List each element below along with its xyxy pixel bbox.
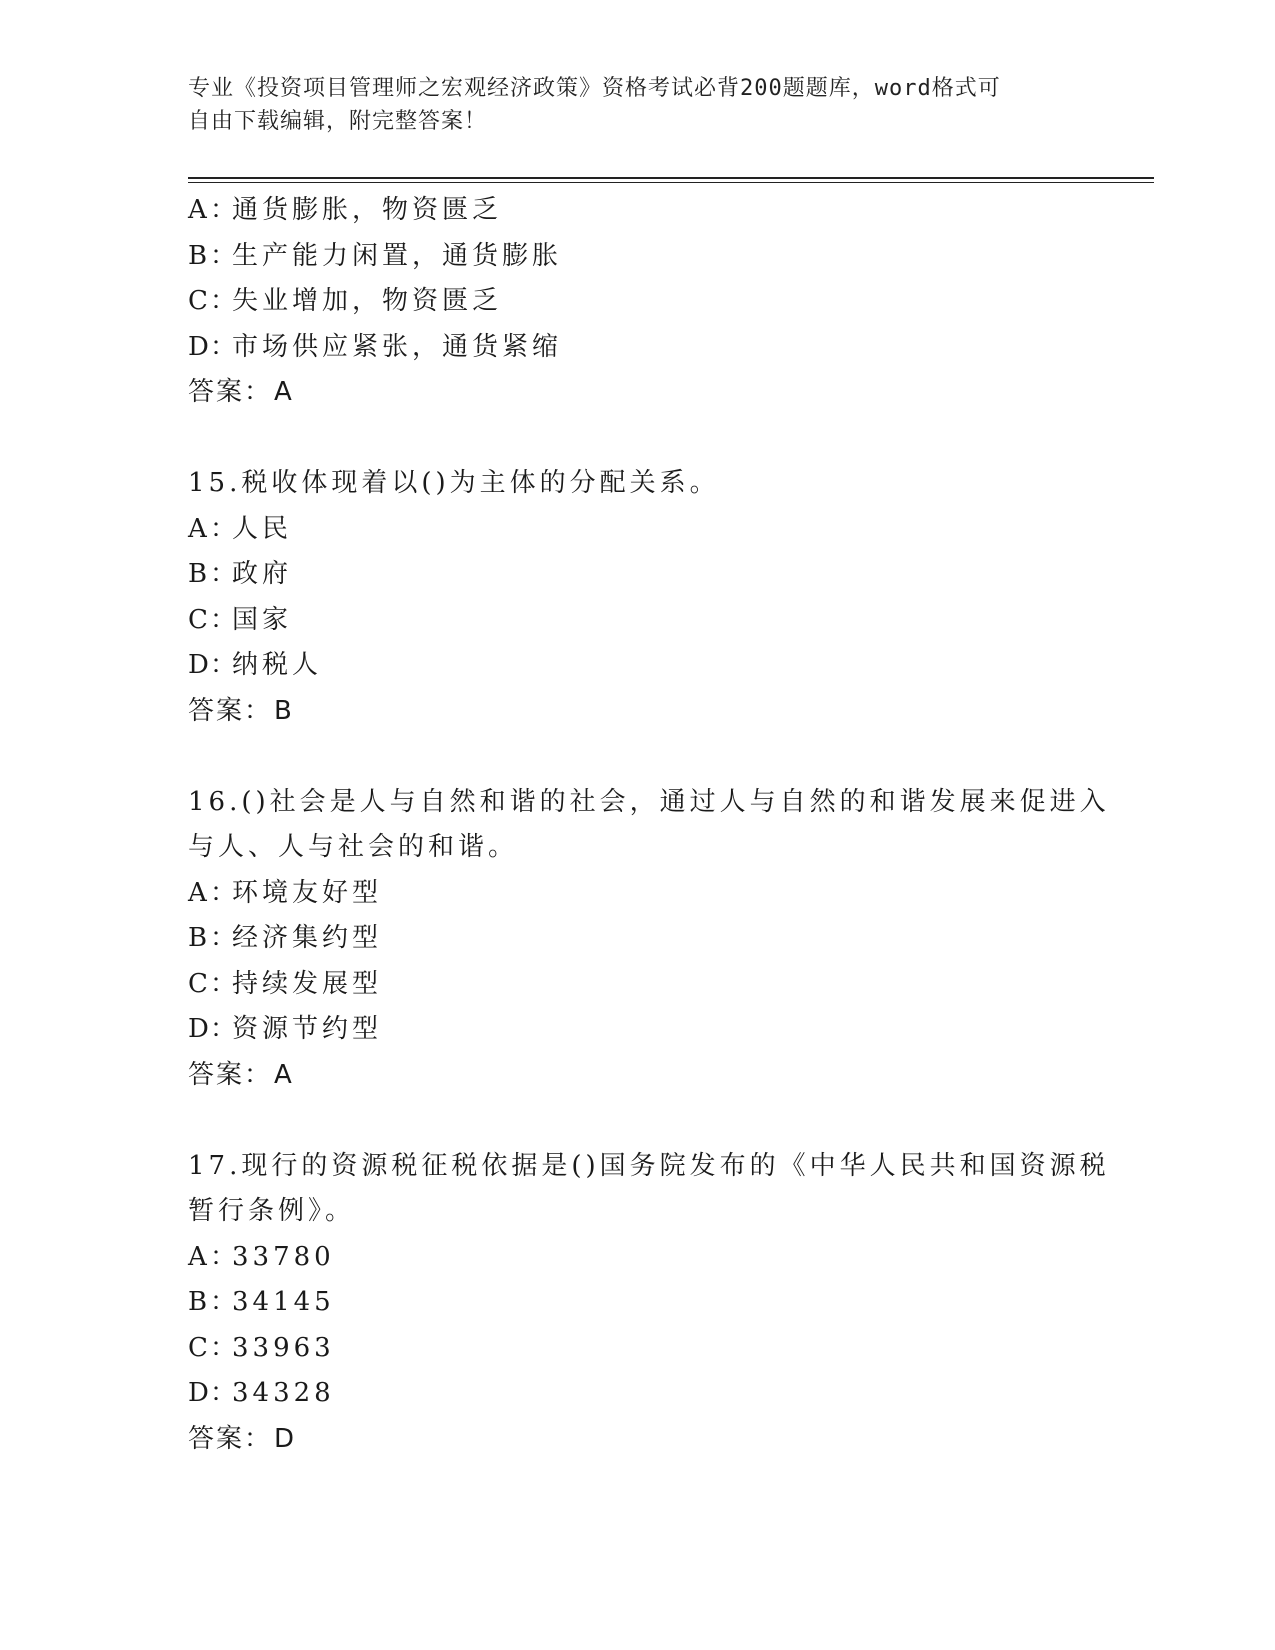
- option-c: C：持续发展型: [188, 968, 383, 999]
- question-16: [188, 780, 1110, 1099]
- option-text: 34145: [232, 1287, 335, 1317]
- option-text: 持续发展型: [232, 968, 383, 999]
- answer-value: D: [274, 1423, 297, 1454]
- question-text-line-1: 17.现行的资源税征税依据是()国务院发布的《中华人民共和国资源税: [188, 1150, 1110, 1181]
- option-text: 市场供应紧张，通货紧缩: [232, 331, 563, 362]
- option-a: A：通货膨胀，物资匮乏: [188, 195, 503, 225]
- option-text: 环境友好型: [232, 877, 383, 908]
- answer-label: 答案：: [188, 377, 273, 407]
- option-text: 政府: [232, 559, 293, 589]
- answer-value: A: [274, 1059, 294, 1090]
- header-divider-thin: [188, 182, 1154, 183]
- option-c: C：国家: [188, 604, 293, 635]
- answer-line: [188, 1417, 1088, 1463]
- question-text-line-2: 与人、人与社会的和谐。: [188, 832, 519, 862]
- answer-label: 答案：: [188, 1059, 273, 1090]
- option-d: D：纳税人: [188, 650, 323, 680]
- answer-value: B: [274, 695, 294, 726]
- option-a: A：33780: [188, 1241, 335, 1272]
- answer-line: [188, 1053, 1088, 1099]
- question-15: [188, 461, 1088, 734]
- question-17: [188, 1144, 1110, 1463]
- option-b: B：34145: [188, 1287, 335, 1317]
- option-text: 生产能力闲置，通货膨胀: [232, 240, 563, 271]
- option-a: A：环境友好型: [188, 877, 383, 908]
- option-text: 资源节约型: [232, 1014, 383, 1044]
- option-text: 国家: [232, 604, 293, 635]
- option-text: 通货膨胀，物资匮乏: [232, 195, 503, 225]
- option-c: C：失业增加，物资匮乏: [188, 286, 503, 316]
- spacer: [188, 1098, 1088, 1144]
- option-a: A：人民: [188, 513, 293, 544]
- header-divider-thick: [188, 177, 1154, 179]
- question-text-line-1: 16.()社会是人与自然和谐的社会，通过人与自然的和谐发展来促进入: [188, 786, 1110, 817]
- option-b: B：政府: [188, 559, 293, 589]
- option-d: D：资源节约型: [188, 1014, 383, 1044]
- option-text: 纳税人: [232, 650, 323, 680]
- answer-value: A: [274, 377, 294, 407]
- answer-label: 答案：: [188, 1423, 273, 1454]
- question-list: [188, 188, 1110, 1462]
- option-d: D：34328: [188, 1378, 335, 1408]
- option-b: B：生产能力闲置，通货膨胀: [188, 240, 563, 271]
- spacer: [188, 734, 1088, 780]
- option-text: 失业增加，物资匮乏: [232, 286, 503, 316]
- answer-line: [188, 689, 1088, 735]
- option-text: 33963: [232, 1332, 335, 1363]
- option-b: B：经济集约型: [188, 923, 383, 953]
- option-d: D：市场供应紧张，通货紧缩: [188, 331, 563, 362]
- option-text: 经济集约型: [232, 923, 383, 953]
- option-c: C：33963: [188, 1332, 335, 1363]
- question-14: [188, 188, 1088, 416]
- header-line-2: 自由下载编辑，附完整答案！: [188, 109, 488, 134]
- spacer: [188, 416, 1088, 462]
- header-line-1: 专业《投资项目管理师之宏观经济政策》资格考试必背200题题库，word格式可: [188, 76, 1001, 101]
- question-text-line-2: 暂行条例》。: [188, 1196, 356, 1226]
- option-text: 人民: [232, 513, 293, 544]
- answer-line: [188, 370, 1088, 416]
- option-text: 33780: [232, 1241, 335, 1272]
- option-text: 34328: [232, 1378, 335, 1408]
- document-header: [188, 72, 1068, 138]
- answer-label: 答案：: [188, 695, 273, 726]
- question-text: 15.税收体现着以()为主体的分配关系。: [188, 468, 720, 498]
